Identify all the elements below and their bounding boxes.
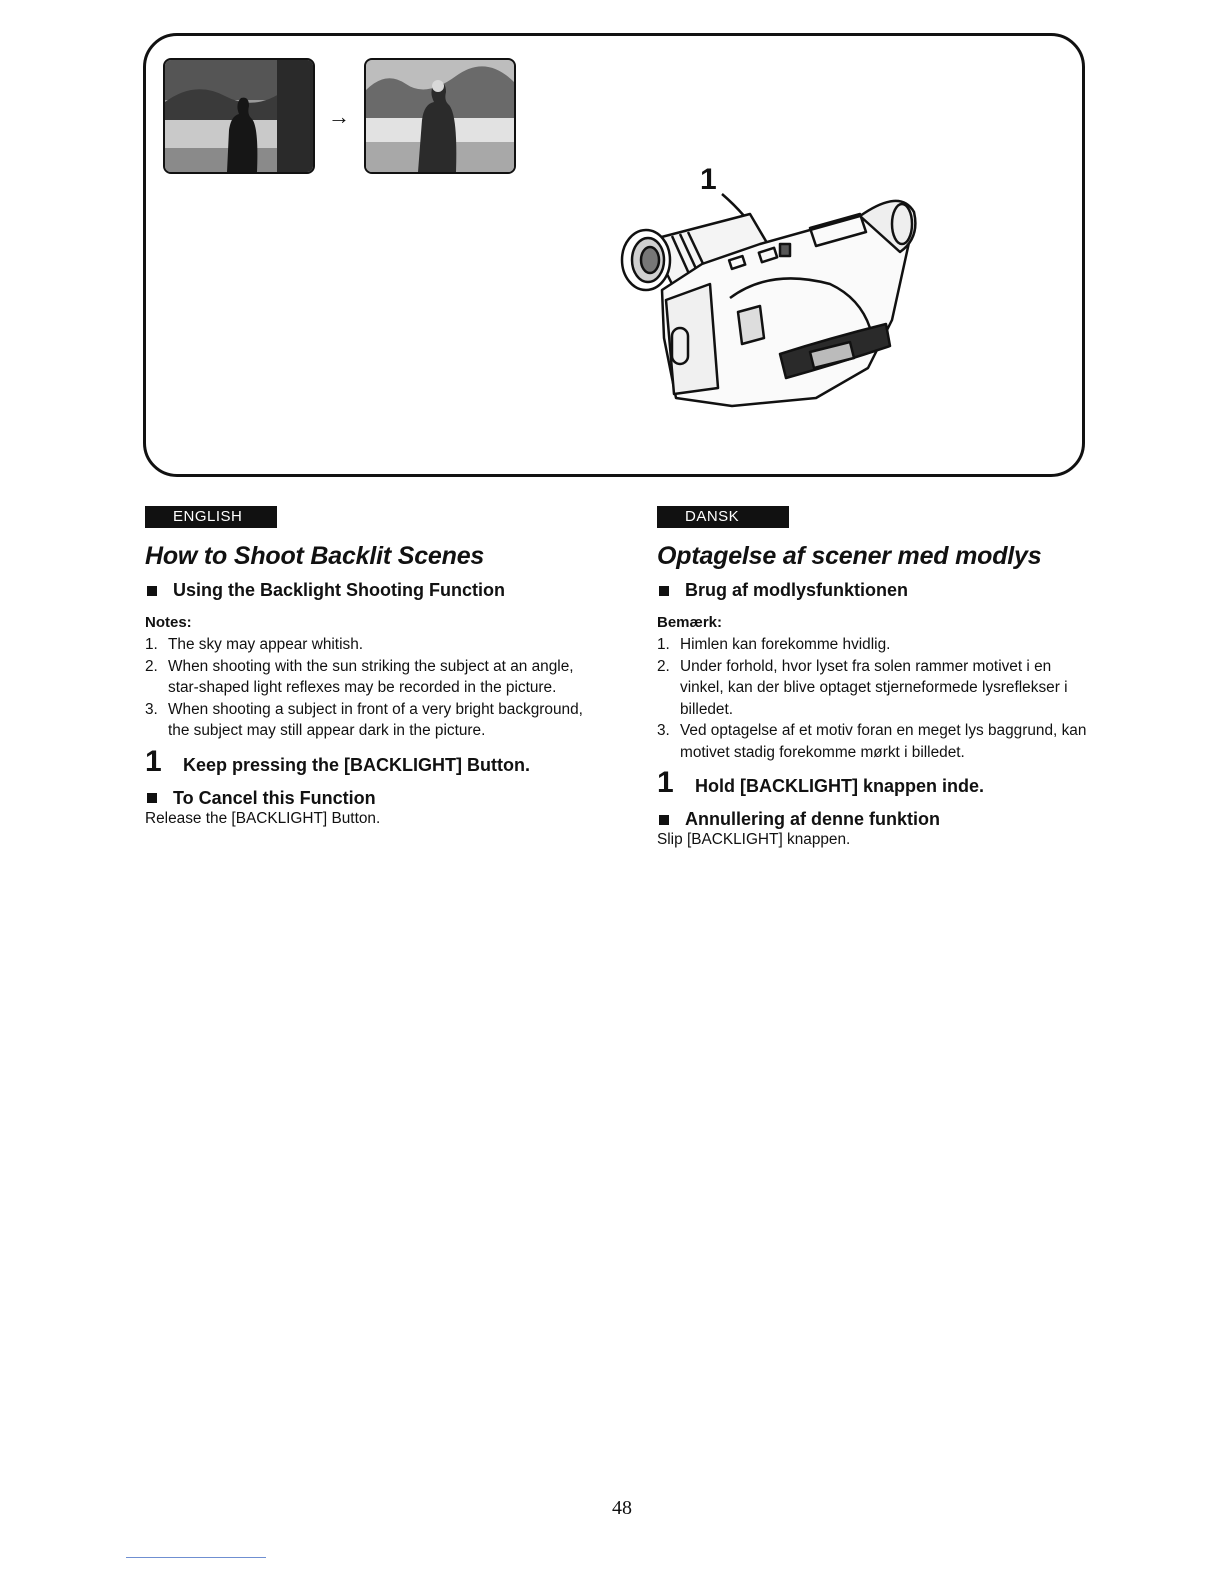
section-heading-text: Using the Backlight Shooting Function — [173, 580, 505, 600]
step-instruction-english — [145, 744, 585, 778]
language-badge-danish: DANSK — [657, 506, 789, 528]
cancel-heading-english — [145, 788, 585, 809]
language-badge-english: ENGLISH — [145, 506, 277, 528]
backlit-photo-after — [364, 58, 516, 174]
step-number: 1 — [657, 766, 674, 799]
page-number: 48 — [612, 1497, 632, 1519]
cancel-text-english: Release the [BACKLIGHT] Button. — [145, 809, 381, 827]
notes-heading-danish: Bemærk: — [657, 614, 723, 631]
step-text: Keep pressing the [BACKLIGHT] Button. — [183, 754, 530, 775]
danish-column — [657, 506, 1087, 849]
square-bullet-icon — [659, 815, 669, 825]
section-heading-english — [145, 580, 585, 601]
footer-rule — [126, 1557, 266, 1558]
cancel-text-danish: Slip [BACKLIGHT] knappen. — [657, 831, 851, 848]
list-item: 2. When shooting with the sun striking the subject at an angle, star-shaped light reflexes may be recorded in the picture. — [145, 657, 574, 696]
english-column — [145, 506, 585, 828]
step-number: 1 — [145, 744, 162, 778]
backlit-photo-before — [163, 58, 315, 174]
list-item: 1. The sky may appear whitish. — [145, 636, 364, 653]
cancel-heading-text: Annullering af denne funktion — [685, 809, 940, 829]
notes-heading-english: Notes: — [145, 614, 192, 631]
cancel-heading-danish — [657, 809, 1087, 830]
step-instruction-danish — [657, 766, 1087, 799]
list-item: 3. Ved optagelse af et motiv foran en meget lys baggrund, kan motivet stadig forekomme mørkt i billedet. — [657, 722, 1087, 761]
square-bullet-icon — [659, 586, 669, 596]
step-text: Hold [BACKLIGHT] knappen inde. — [695, 776, 984, 796]
section-heading-danish — [657, 580, 1087, 601]
arrow-right-icon: → — [328, 104, 350, 129]
notes-list-danish — [657, 634, 1087, 763]
list-item: 2. Under forhold, hvor lyset fra solen rammer motivet i en vinkel, kan der blive optaget stjerneformede lysreflekser i billedet. — [657, 657, 1068, 718]
callout-number: 1 — [700, 163, 717, 196]
page-title-english: How to Shoot Backlit Scenes — [145, 542, 485, 570]
list-item: 1. Himlen kan forekomme hvidlig. — [657, 636, 891, 653]
camcorder-illustration — [610, 188, 930, 418]
square-bullet-icon — [147, 586, 157, 596]
notes-list-english — [145, 634, 585, 742]
list-item: 3. When shooting a subject in front of a very bright background, the subject may still appear dark in the picture. — [145, 700, 583, 739]
cancel-heading-text: To Cancel this Function — [173, 787, 376, 808]
section-heading-text: Brug af modlysfunktionen — [685, 580, 909, 600]
page-title-danish: Optagelse af scener med modlys — [657, 542, 1042, 570]
square-bullet-icon — [147, 793, 157, 803]
